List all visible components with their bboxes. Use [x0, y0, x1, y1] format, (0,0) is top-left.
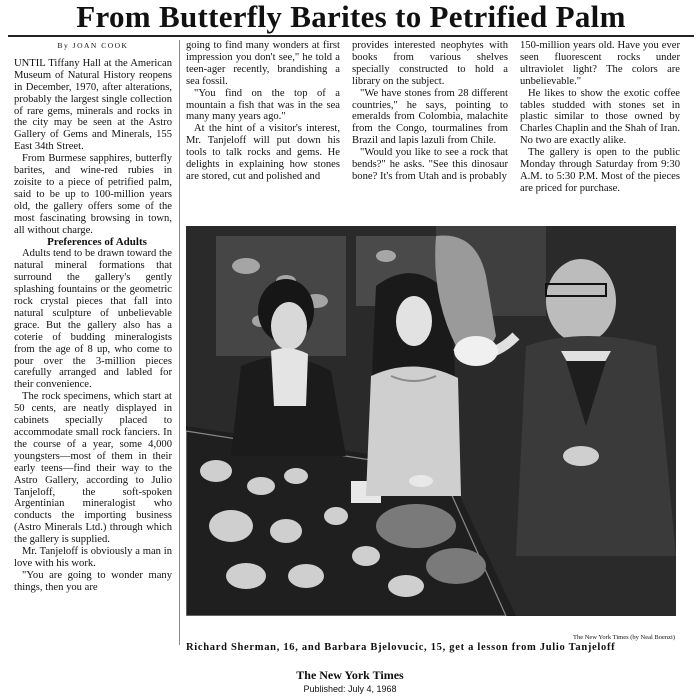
publish-date: Published: July 4, 1968: [303, 684, 397, 694]
column-divider: [179, 40, 180, 645]
photo-illustration: [186, 226, 676, 616]
paragraph: At the hint of a visitor's interest, Mr. Tanjeloff will put down his tools to talk rocks and gems. He delights in explaining how stones are stored, cut and polished and: [186, 123, 340, 182]
paragraph: "We have stones from 28 different countries," he says, pointing to emeralds from Colombia, malachite from the Congo, tourmalines from Brazil and lapis lazuli from Chile.: [352, 87, 508, 147]
article-column-4: [520, 40, 680, 222]
article-column-3: [352, 40, 508, 222]
headline: From Butterfly Barites to Petrified Palm: [76, 0, 626, 34]
drop-cap: U: [14, 57, 22, 69]
byline: By JOAN COOK: [57, 41, 129, 50]
paragraph: The gallery is open to the public Monday through Saturday from 9:30 A.M. to 5:30 P.M. Most of the pieces are priced for purchase.: [520, 147, 680, 194]
paragraph: "Would you like to see a rock that bends?" he asks. "See this dinosaur bone? It's from Utah and is probably: [352, 147, 508, 182]
paragraph: provides interested neophytes with books from various shelves specially constructed to hold a library on the subject.: [352, 40, 508, 87]
newspaper-masthead: The New York Times: [296, 668, 404, 682]
paragraph: going to find many wonders at first impression you don't see," he told a teen-ager recently, brandishing a sea fossil.: [186, 40, 340, 87]
paragraph: From Burmese sapphires, butterfly barites, and wine-red rubies in zoisite to a piece of petrified palm, said to be up to 100-million years old, the gallery offers some of the most fascinating browsing in town, all without charge.: [14, 153, 172, 236]
paragraph: Mr. Tanjeloff is obviously a man in love with his work.: [14, 546, 172, 569]
photo-credit: The New York Times (by Neal Boenzi): [572, 634, 675, 641]
paragraph: "You find on the top of a mountain a fish that was in the sea many many years ago.": [186, 87, 340, 123]
article-column-1: [14, 40, 172, 645]
photo-caption: Richard Sherman, 16, and Barbara Bjelovucic, 15, get a lesson from Julio Tanjeloff: [186, 642, 616, 653]
paragraph-text: NTIL Tiffany Hall at the American Museum of Natural History reopens in December, 1970, after alterations, probably the largest single collection of rare gems, minerals and rocks in the city may be seen at the Astro Gallery of Gems and Minerals, 155 East 34th Street.: [14, 57, 172, 153]
paragraph: Adults tend to be drawn toward the natural mineral formations that surround the gallery's gently splashing fountains or the geometric rock crystal pieces that fall into natural sculpture of unbelievable grace. But the gallery also has a coterie of budding mineralogists from the age of 8 up, who come to pour over the 3-million pieces carefully arranged and labled for their convenience.: [14, 248, 172, 391]
paragraph: "You are going to wonder many things, then you are: [14, 569, 172, 593]
headline-rule: [8, 35, 694, 37]
article-column-2: [186, 40, 340, 222]
paragraph: [14, 58, 172, 153]
paragraph: 150-million years old. Have you ever seen fluorescent rocks under ultraviolet light? The colors are unbelievable.": [520, 40, 680, 87]
news-photo: [186, 226, 676, 616]
paragraph: He likes to show the exotic coffee tables studded with stones set in plastic similar to those owned by Charles Chaplin and the Shah of Iran. No two are exactly alike.: [520, 87, 680, 147]
subhead: Preferences of Adults: [47, 235, 147, 248]
paragraph: The rock specimens, which start at 50 cents, are neatly displayed in cabinets specially placed to accommodate small rock fanciers. In the course of a year, some 4,000 youngsters—most of them in their early teens—find their way to the Astro Gallery, according to Julio Tanjeloff, the soft-spoken Argentinian mineralogist who conducts the importing business (Astro Minerals Ltd.) through which the gallery is supplied.: [14, 391, 172, 546]
